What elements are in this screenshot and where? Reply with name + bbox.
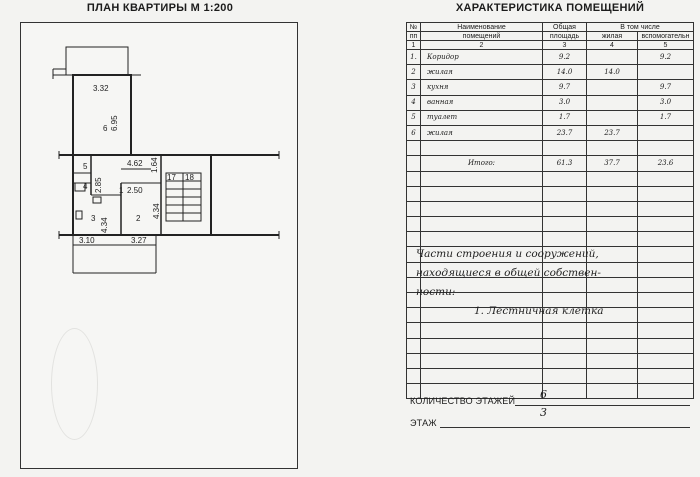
plan-room-6-number: 6 [103, 124, 108, 133]
header-name-2: помещений [421, 32, 543, 41]
plan-room-2-number: 2 [136, 214, 141, 223]
row-number: 6 [407, 125, 421, 140]
header-including: В том числе [587, 23, 694, 32]
room-living-area: 14.0 [587, 65, 638, 80]
header-num-2: пп [407, 32, 421, 41]
empty-cell [638, 384, 694, 399]
note-line: ности: [416, 286, 456, 298]
header-area-1: Общая [543, 23, 587, 32]
room-living-area [587, 95, 638, 110]
plan-dim-332: 3.32 [93, 84, 109, 93]
empty-cell [543, 201, 587, 216]
empty-cell [407, 186, 421, 201]
room-name: Коридор [421, 50, 543, 65]
empty-cell [638, 217, 694, 232]
plan-dim-434-right: 4.34 [152, 203, 161, 219]
room-aux-area: 1.7 [638, 110, 694, 125]
empty-cell [421, 368, 543, 383]
floors-count-label: КОЛИЧЕСТВО ЭТАЖЕЙ [410, 396, 516, 406]
room-name: жилая [421, 125, 543, 140]
header-name-1: Наименование [421, 23, 543, 32]
empty-cell [587, 186, 638, 201]
room-living-area [587, 141, 638, 156]
room-name: ванная [421, 95, 543, 110]
room-name: туалет [421, 110, 543, 125]
empty-cell [407, 368, 421, 383]
empty-cell [638, 171, 694, 186]
room-total-area: 1.7 [543, 110, 587, 125]
room-name: жилая [421, 65, 543, 80]
empty-cell [543, 323, 587, 338]
table-row [407, 95, 694, 110]
row-number: 4 [407, 95, 421, 110]
table-row-total [407, 156, 694, 171]
empty-cell [407, 171, 421, 186]
floor-plan-frame [20, 22, 298, 469]
header-auxiliary: вспомогательн [638, 32, 694, 41]
empty-cell [407, 353, 421, 368]
empty-cell [407, 201, 421, 216]
column-number: 2 [421, 41, 543, 50]
column-number: 4 [587, 41, 638, 50]
empty-cell [587, 368, 638, 383]
room-living-area [587, 80, 638, 95]
column-number: 1 [407, 41, 421, 50]
room-name [421, 141, 543, 156]
empty-cell [587, 353, 638, 368]
plan-title: ПЛАН КВАРТИРЫ М 1:200 [86, 2, 234, 14]
room-aux-area: 9.2 [638, 50, 694, 65]
header-num: № [407, 23, 421, 32]
room-total-area: 9.2 [543, 50, 587, 65]
floor-value: 3 [540, 406, 547, 419]
empty-cell [638, 368, 694, 383]
plan-dim-164: 1.64 [150, 157, 159, 173]
empty-cell [543, 353, 587, 368]
empty-cell [638, 201, 694, 216]
table-row [407, 80, 694, 95]
empty-cell [407, 323, 421, 338]
table-row [407, 65, 694, 80]
table-row [407, 125, 694, 140]
empty-cell [543, 217, 587, 232]
empty-cell [587, 338, 638, 353]
row-number [407, 156, 421, 171]
empty-cell [543, 384, 587, 399]
plan-dim-327: 3.27 [131, 236, 147, 245]
room-total-area: 9.7 [543, 80, 587, 95]
table-row [407, 50, 694, 65]
total-living-area: 37.7 [587, 156, 638, 171]
row-number: 2 [407, 65, 421, 80]
room-living-area [587, 50, 638, 65]
empty-cell [421, 323, 543, 338]
column-number: 3 [543, 41, 587, 50]
plan-dim-250: 2.50 [127, 186, 143, 195]
header-living: жилая [587, 32, 638, 41]
room-aux-area: 3.0 [638, 95, 694, 110]
row-number: 1. [407, 50, 421, 65]
empty-cell [421, 186, 543, 201]
total-area: 61.3 [543, 156, 587, 171]
column-numbers-row [407, 41, 694, 50]
rooms-table [406, 22, 694, 399]
empty-cell [421, 338, 543, 353]
empty-cell [421, 217, 543, 232]
room-aux-area [638, 65, 694, 80]
plan-room-3-number: 3 [91, 214, 96, 223]
note-line: 1. Лестничная клетка [474, 305, 604, 317]
plan-room-4-number: 4 [83, 182, 88, 191]
common-property-notes [416, 245, 694, 321]
room-name: кухня [421, 80, 543, 95]
note-line: Части строения и сооружений, [416, 248, 599, 260]
plan-dim-310: 3.10 [79, 236, 95, 245]
empty-cell [421, 353, 543, 368]
rooms-table-wrap [406, 22, 694, 399]
floor-label: ЭТАЖ [410, 418, 437, 428]
row-number: 5 [407, 110, 421, 125]
room-total-area: 14.0 [543, 65, 587, 80]
empty-cell [421, 171, 543, 186]
room-aux-area: 9.7 [638, 80, 694, 95]
plan-room-1-number: 1 [119, 186, 124, 195]
empty-cell [587, 217, 638, 232]
floors-count-value: 6 [540, 388, 547, 401]
empty-cell [638, 323, 694, 338]
empty-cell [587, 171, 638, 186]
empty-cell [407, 338, 421, 353]
plan-dim-285: 2.85 [94, 177, 103, 193]
empty-cell [638, 186, 694, 201]
room-living-area [587, 110, 638, 125]
table-row [407, 110, 694, 125]
empty-cell [543, 368, 587, 383]
room-total-area: 3.0 [543, 95, 587, 110]
empty-cell [638, 338, 694, 353]
plan-dim-695: 6.95 [110, 115, 119, 131]
empty-cell [543, 338, 587, 353]
column-number: 5 [638, 41, 694, 50]
plan-num-17: 17 [167, 173, 176, 182]
row-number: 3 [407, 80, 421, 95]
empty-cell [587, 384, 638, 399]
empty-cell [543, 171, 587, 186]
plan-dim-434-left: 4.34 [100, 217, 109, 233]
empty-cell [638, 353, 694, 368]
plan-num-18: 18 [185, 173, 194, 182]
plan-room-5-number: 5 [83, 162, 88, 171]
floor-plan-drawing [21, 23, 297, 468]
empty-cell [543, 186, 587, 201]
plan-dim-462: 4.62 [127, 159, 143, 168]
note-line: находящиеся в общей собствен- [416, 267, 601, 279]
room-aux-area [638, 141, 694, 156]
characteristics-title: ХАРАКТЕРИСТИКА ПОМЕЩЕНИЙ [455, 2, 645, 14]
floor-underline [440, 427, 690, 428]
room-living-area: 23.7 [587, 125, 638, 140]
empty-cell [587, 323, 638, 338]
empty-cell [587, 201, 638, 216]
empty-cell [407, 217, 421, 232]
empty-cell [421, 201, 543, 216]
room-aux-area [638, 125, 694, 140]
room-total-area [543, 141, 587, 156]
header-area-2: площадь [543, 32, 587, 41]
total-aux-area: 23.6 [638, 156, 694, 171]
row-number [407, 141, 421, 156]
room-total-area: 23.7 [543, 125, 587, 140]
table-row [407, 141, 694, 156]
total-label: Итого: [421, 156, 543, 171]
